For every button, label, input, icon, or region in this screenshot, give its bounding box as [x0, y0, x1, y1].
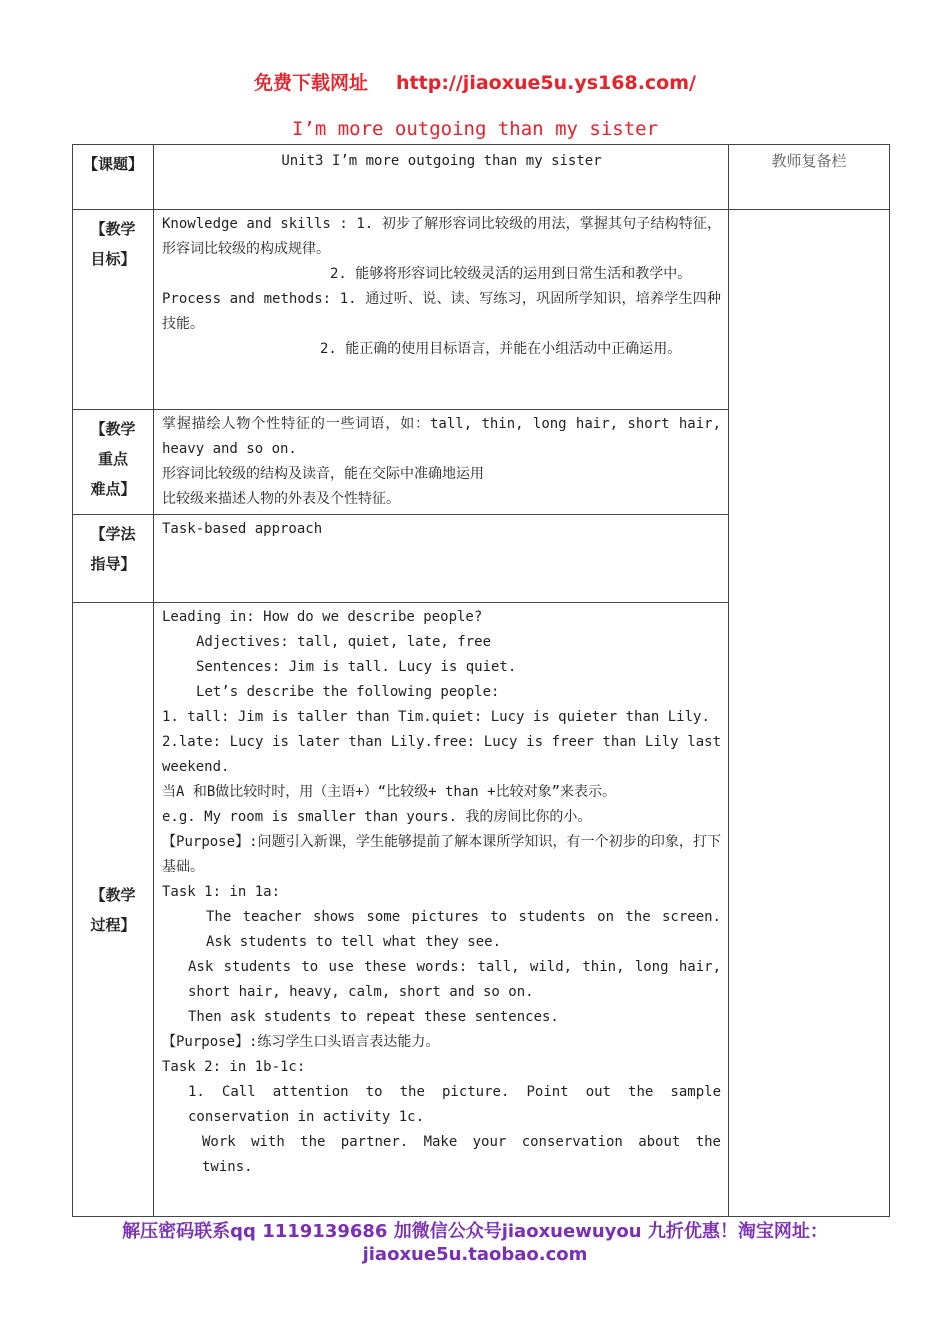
process-line: 1. tall: Jim is taller than Tim.quiet: Lucy is quieter than Lily. [162, 709, 710, 725]
goal-line: Process and methods: 1. 通过听、说、读、写练习，巩固所学知识，培养学生四种技能。 [162, 291, 721, 332]
process-line: 当A 和B做比较时时，用（主语+）“比较级+ than +比较对象”来表示。 [162, 784, 617, 800]
teacher-note-header: 教师复备栏 [729, 145, 890, 210]
label-topic: 【课题】 [73, 145, 154, 210]
process-line: Task 1: in 1a: [162, 884, 281, 900]
topic-content: Unit3 I’m more outgoing than my sister [154, 145, 729, 210]
process-line: 【Purpose】:练习学生口头语言表达能力。 [162, 1034, 440, 1050]
process-line: Sentences: Jim is tall. Lucy is quiet. [196, 659, 517, 675]
process-line: 【Purpose】:问题引入新课，学生能够提前了解本课所学知识，有一个初步的印象，打下基础。 [162, 834, 721, 875]
process-line: e.g. My room is smaller than yours. 我的房间比你的小。 [162, 809, 592, 825]
process-line: Leading in: How do we describe people? [162, 609, 483, 625]
goal-line: 2. 能正确的使用目标语言，并能在小组活动中正确运用。 [320, 341, 682, 357]
process-line: Task 2: in 1b-1c: [162, 1059, 306, 1075]
keypoint-line: 掌握描绘人物个性特征的一些词语，如：tall, thin, long hair, short hair, heavy and so on. [162, 416, 721, 457]
label-process: 【教学 过程】 [73, 603, 154, 1217]
process-content [154, 603, 729, 1217]
header-download-link[interactable] [0, 68, 950, 95]
process-line: 2.late: Lucy is later than Lily.free: Lucy is freer than Lily last weekend. [162, 734, 721, 775]
process-line: Adjectives: tall, quiet, late, free [196, 634, 492, 650]
process-line: Ask students to use these words: tall, wild, thin, long hair, short hair, heavy, calm, short and so on. [188, 959, 721, 1000]
keypoints-content [154, 410, 729, 515]
row-topic [73, 145, 890, 210]
footer-contact [0, 1220, 950, 1266]
row-goals [73, 210, 890, 410]
header-label: 免费下载网址 [254, 72, 369, 94]
label-keypoints: 【教学 重点 难点】 [73, 410, 154, 515]
label-goals: 【教学 目标】 [73, 210, 154, 410]
document-title: I’m more outgoing than my sister [291, 118, 659, 140]
header-url[interactable]: http://jiaoxue5u.ys168.com/ [396, 72, 696, 94]
goal-line: 2. 能够将形容词比较级灵活的运用到日常生活和教学中。 [330, 266, 692, 282]
footer-line-1: 解压密码联系qq 1119139686 加微信公众号jiaoxuewuyou 九折优惠！淘宝网址： [122, 1221, 828, 1242]
process-line: Let’s describe the following people: [196, 684, 500, 700]
goal-line: Knowledge and skills : 1. 初步了解形容词比较级的用法，掌握其句子结构特征，形容词比较级的构成规律。 [162, 216, 721, 257]
teacher-note-column [729, 210, 890, 1217]
process-line: Then ask students to repeat these sentences. [188, 1009, 559, 1025]
process-line: The teacher shows some pictures to students on the screen. Ask students to tell what they see. [206, 909, 721, 950]
method-content: Task-based approach [154, 515, 729, 603]
lesson-plan-table [72, 144, 890, 1217]
footer-line-2[interactable]: jiaoxue5u.taobao.com [362, 1244, 588, 1265]
label-method: 【学法 指导】 [73, 515, 154, 603]
process-line: 1. Call attention to the picture. Point out the sample conservation in activity 1c. [188, 1084, 721, 1125]
keypoint-line: 形容词比较级的结构及读音，能在交际中准确地运用 [162, 466, 484, 482]
keypoint-line: 比较级来描述人物的外表及个性特征。 [162, 491, 400, 507]
process-line: Work with the partner. Make your conservation about the twins. [202, 1134, 721, 1175]
goals-content [154, 210, 729, 410]
